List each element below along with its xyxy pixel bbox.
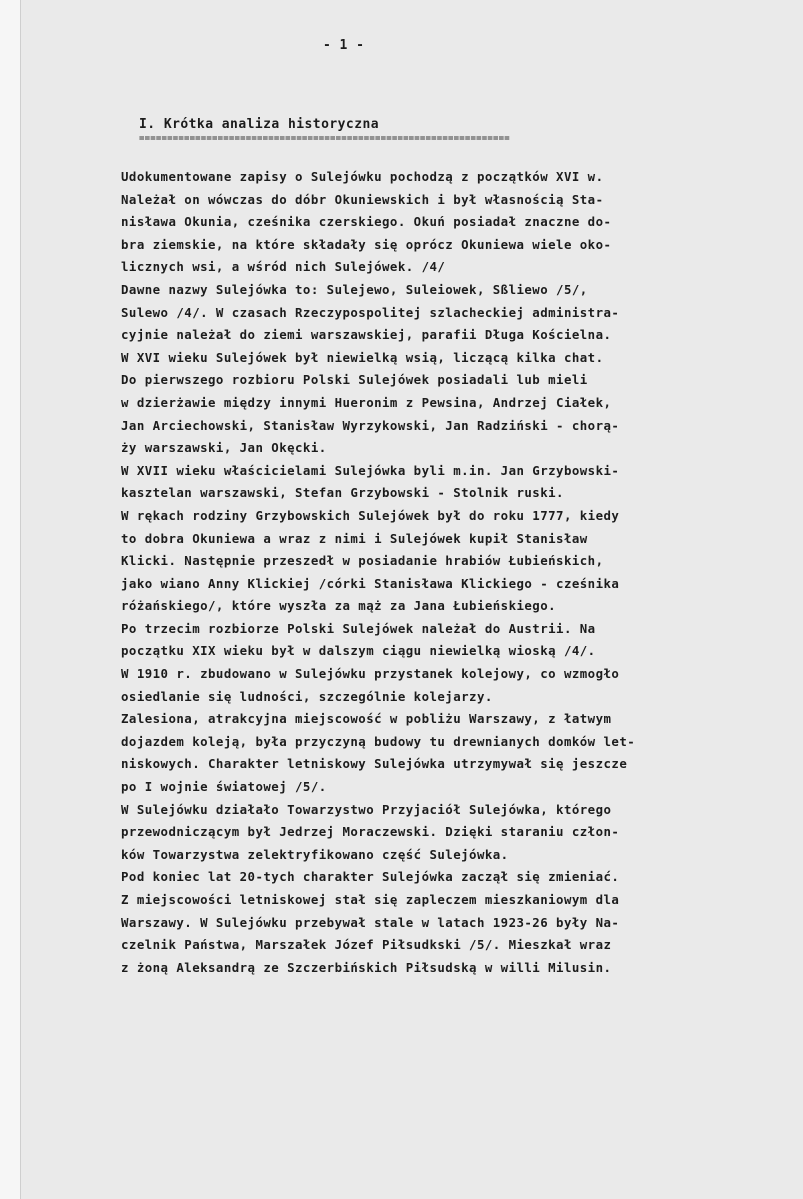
document-page bbox=[21, 0, 803, 1199]
text-line: Klicki. Następnie przeszedł w posiadanie hrabiów Łubieńskich, bbox=[121, 553, 604, 569]
text-line: przewodniczącym był Jedrzej Moraczewski. Dzięki staraniu człon- bbox=[121, 824, 620, 840]
text-line: licznych wsi, a wśród nich Sulejówek. /4/ bbox=[121, 259, 446, 275]
text-line: ży warszawski, Jan Okęcki. bbox=[121, 440, 327, 456]
text-line: w dzierżawie między innymi Hueronim z Pewsina, Andrzej Ciałek, bbox=[121, 394, 612, 410]
text-line: Warszawy. W Sulejówku przebywał stale w latach 1923-26 były Na- bbox=[121, 914, 620, 930]
text-line: Z miejscowości letniskowej stał się zapleczem mieszkaniowym dla bbox=[121, 892, 620, 907]
text-line: to dobra Okuniewa a wraz z nimi i Sulejówek kupił Stanisław bbox=[121, 530, 588, 546]
body-text bbox=[121, 166, 635, 979]
text-line: niskowych. Charakter letniskowy Sulejówka utrzymywał się jeszcze bbox=[121, 756, 628, 772]
text-line: czelnik Państwa, Marszałek Józef Piłsudkski /5/. Mieszkał wraz bbox=[121, 937, 612, 953]
text-line: początku XIX wieku był w dalszym ciągu niewielką wioską /4/. bbox=[121, 643, 596, 659]
text-line: Po trzecim rozbiorze Polski Sulejówek należał do Austrii. Na bbox=[121, 620, 596, 636]
text-line: Jan Arciechowski, Stanisław Wyrzykowski, Jan Radziński - chorą- bbox=[121, 417, 620, 433]
text-line: kasztelan warszawski, Stefan Grzybowski - Stolnik ruski. bbox=[121, 485, 564, 501]
text-line: Dawne nazwy Sulejówka to: Sulejewo, Suleiowek, Sßliewo /5/, bbox=[121, 281, 588, 297]
text-line: Pod koniec lat 20-tych charakter Sulejówka zaczął się zmieniać. bbox=[121, 869, 620, 885]
page-number: - 1 - bbox=[323, 38, 365, 53]
section-heading: I. Krótka analiza historyczna bbox=[139, 117, 380, 132]
text-line: ków Towarzystwa zelektryfikowano część Sulejówka. bbox=[121, 846, 509, 862]
text-line: po I wojnie światowej /5/. bbox=[121, 779, 327, 795]
text-line: W XVII wieku właścicielami Sulejówka byli m.in. Jan Grzybowski- bbox=[121, 462, 620, 478]
text-line: nisława Okunia, cześnika czerskiego. Okuń posiadał znaczne do- bbox=[121, 214, 612, 230]
text-line: Sulewo /4/. W czasach Rzeczypospolitej szlacheckiej administra- bbox=[121, 304, 620, 320]
text-line: z żoną Aleksandrą ze Szczerbińskich Piłsudską w willi Milusin. bbox=[121, 959, 612, 975]
text-line: Do pierwszego rozbioru Polski Sulejówek posiadali lub mieli bbox=[121, 372, 588, 388]
text-line: bra ziemskie, na które składały się oprócz Okuniewa wiele oko- bbox=[121, 236, 612, 252]
text-line: Należał on wówczas do dóbr Okuniewskich i był własnością Sta- bbox=[121, 191, 604, 207]
text-line: różańskiego/, które wyszła za mąż za Jana Łubieńskiego. bbox=[121, 598, 557, 614]
text-line: cyjnie należał do ziemi warszawskiej, parafii Długa Kościelna. bbox=[121, 327, 612, 343]
text-line: Zalesiona, atrakcyjna miejscowość w pobliżu Warszawy, z łatwym bbox=[121, 711, 612, 727]
text-line: W XVI wieku Sulejówek był niewielką wsią, liczącą kilka chat. bbox=[121, 349, 604, 365]
text-line: osiedlanie się ludności, szczególnie kolejarzy. bbox=[121, 688, 493, 704]
scan-left-margin bbox=[0, 0, 21, 1199]
text-line: W 1910 r. zbudowano w Sulejówku przystanek kolejowy, co wzmogło bbox=[121, 666, 620, 682]
text-line: W Sulejówku działało Towarzystwo Przyjaciół Sulejówka, którego bbox=[121, 801, 612, 817]
heading-underline: ================================================================== bbox=[139, 134, 510, 144]
text-line: dojazdem koleją, była przyczyną budowy tu drewnianych domków let- bbox=[121, 733, 636, 749]
text-line: Udokumentowane zapisy o Sulejówku pochodzą z początków XVI w. bbox=[121, 169, 604, 184]
text-line: jako wiano Anny Klickiej /córki Stanisława Klickiego - cześnika bbox=[121, 575, 620, 591]
text-line: W rękach rodziny Grzybowskich Sulejówek był do roku 1777, kiedy bbox=[121, 507, 620, 523]
